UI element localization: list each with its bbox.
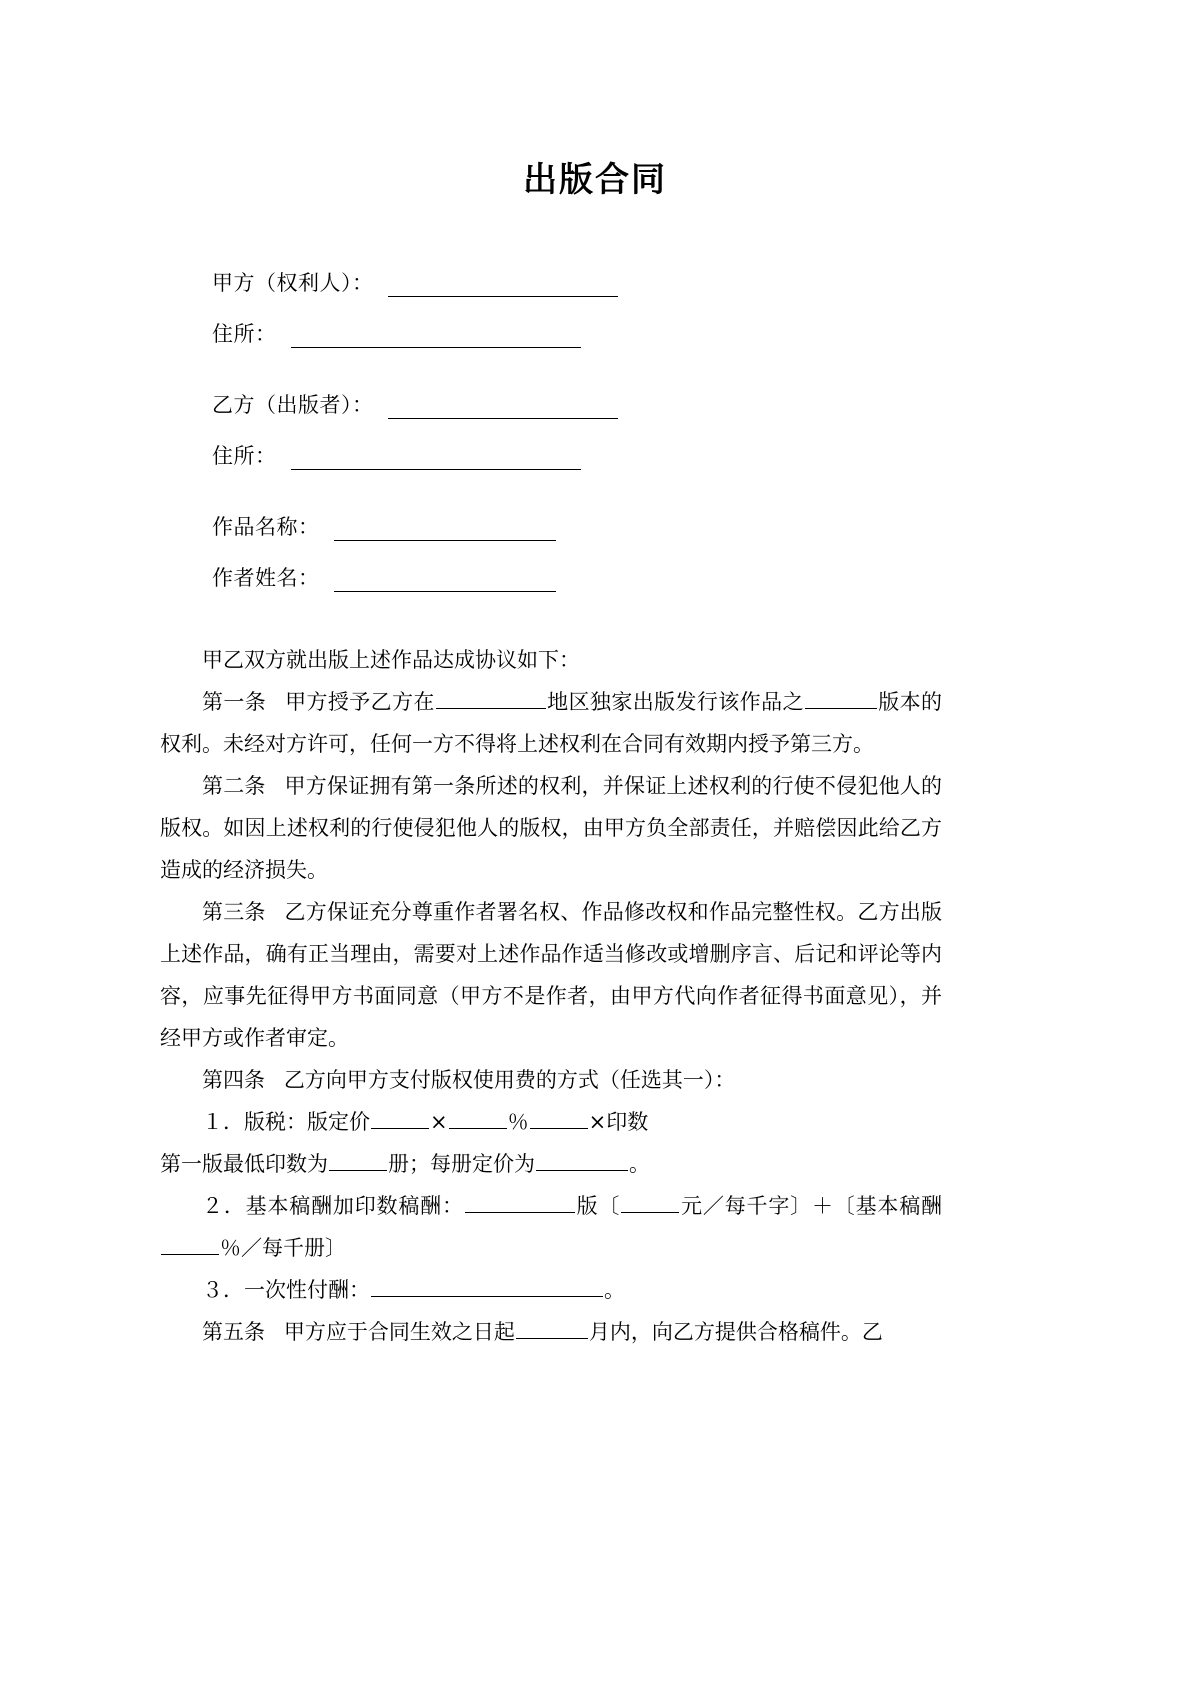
article-1-number: 第一条 (202, 689, 267, 714)
article-3-text: 乙方保证充分尊重作者署名权、作品修改权和作品完整性权。乙方出版上述作品，确有正当理由，需要对上述作品作适当修改或增删序言、后记和评论等内容，应事先征得甲方书面同意（甲方不是作者，由甲方代向作者征得书面意见），并经甲方或作者审定。 (160, 899, 943, 1050)
article-1-paragraph (160, 681, 942, 765)
payment-item-2-blank-per-thousand-words[interactable] (621, 1190, 679, 1213)
field-label-party-b: 乙方（出版者）： (212, 392, 374, 417)
field-label-address-b: 住所： (212, 443, 277, 468)
article-2-number: 第二条 (202, 773, 266, 798)
page-title: 出版合同 (523, 160, 667, 200)
field-row-party-b (212, 385, 1190, 426)
payment-item-3-blank-lump-sum[interactable] (371, 1274, 603, 1297)
payment-item-2-blank-edition[interactable] (465, 1190, 575, 1213)
article-1-blank-region[interactable] (436, 686, 546, 709)
article-4-number: 第四条 (202, 1067, 265, 1092)
article-2-text: 甲方保证拥有第一条所述的权利，并保证上述权利的行使不侵犯他人的版权。如因上述权利的行使侵犯他人的版权，由甲方负全部责任，并赔偿因此给乙方造成的经济损失。 (160, 773, 943, 882)
payment-item-1-line-2 (160, 1143, 942, 1185)
article-5-text-a: 甲方应于合同生效之日起 (283, 1319, 515, 1344)
field-label-address-a: 住所： (212, 321, 277, 346)
field-row-work-title (212, 507, 1190, 548)
field-blank-party-a[interactable] (388, 295, 618, 297)
field-row-address-a (212, 314, 1190, 355)
field-blank-party-b[interactable] (388, 417, 618, 419)
article-3-number: 第三条 (202, 899, 266, 924)
payment-item-1-text-d: ×印数 (588, 1109, 649, 1134)
article-2-paragraph (160, 765, 942, 891)
field-label-author-name: 作者姓名： (212, 565, 320, 590)
article-5-text-b: 月内，向乙方提供合格稿件。乙 (588, 1319, 883, 1344)
article-1-text-c: 版本的权利。未经对方许可，任何一方不得将上述权利在合同有效期内授予第三方。 (160, 689, 943, 756)
article-4-text: 乙方向甲方支付版权使用费的方式（任选其一）： (283, 1067, 736, 1092)
payment-item-2-marker: ２． (202, 1193, 246, 1218)
field-label-party-a: 甲方（权利人）： (212, 271, 374, 295)
article-5-blank-months[interactable] (516, 1316, 588, 1339)
article-1-text-a: 甲方授予乙方在 (285, 689, 435, 714)
field-label-work-title: 作品名称： (212, 514, 320, 539)
field-blank-author-name[interactable] (334, 590, 556, 592)
payment-item-3-text-a: 一次性付酬： (244, 1277, 370, 1302)
payment-item-1-line-1 (160, 1101, 942, 1143)
payment-item-1-blank-unit-price[interactable] (536, 1148, 628, 1171)
article-5-number: 第五条 (202, 1319, 265, 1344)
article-4-paragraph (160, 1059, 942, 1101)
payment-item-3-line-1 (160, 1269, 942, 1311)
payment-item-1-text-c: ％ (507, 1109, 529, 1134)
article-1-blank-version[interactable] (805, 686, 877, 709)
field-blank-address-b[interactable] (291, 468, 581, 470)
payment-item-1-blank-price[interactable] (371, 1106, 429, 1129)
payment-item-1-blank-rate[interactable] (449, 1106, 507, 1129)
party-fields (0, 263, 1190, 599)
field-blank-work-title[interactable] (334, 539, 556, 541)
payment-item-1-text-b: × (430, 1109, 448, 1134)
payment-item-2-text-b: 版〔 (575, 1193, 621, 1218)
field-row-author-name (212, 558, 1190, 599)
contract-body (0, 639, 1190, 1353)
field-blank-address-a[interactable] (291, 346, 581, 348)
payment-item-1-blank-factor[interactable] (530, 1106, 588, 1129)
payment-item-2-line-1 (160, 1185, 942, 1269)
payment-item-2-blank-percent[interactable] (161, 1232, 219, 1255)
intro-paragraph: 甲乙双方就出版上述作品达成协议如下： (202, 647, 580, 672)
field-row-address-b (212, 436, 1190, 477)
field-row-party-a (212, 263, 1190, 304)
payment-item-1-blank-min-print[interactable] (329, 1148, 387, 1171)
payment-item-1-line2-text-a: 第一版最低印数为 (160, 1151, 328, 1176)
payment-item-3-marker: ３． (202, 1277, 244, 1302)
payment-item-1-marker: １． (202, 1109, 244, 1134)
payment-item-1-text-a: 版税：版定价 (244, 1109, 370, 1134)
payment-item-3-text-b: 。 (604, 1277, 625, 1302)
article-3-paragraph (160, 891, 942, 1059)
article-5-paragraph (160, 1311, 942, 1353)
article-1-text-b: 地区独家出版发行该作品之 (546, 689, 804, 714)
payment-item-1-line2-text-b: 册；每册定价为 (388, 1151, 535, 1176)
payment-item-2-text-c: 元／每千字〕＋〔基本稿酬 (680, 1193, 943, 1218)
payment-item-2-text-a: 基本稿酬加印数稿酬： (245, 1193, 464, 1218)
payment-item-2-text-d: ％／每千册〕 (220, 1235, 346, 1260)
payment-item-1-line2-text-c: 。 (629, 1151, 650, 1176)
